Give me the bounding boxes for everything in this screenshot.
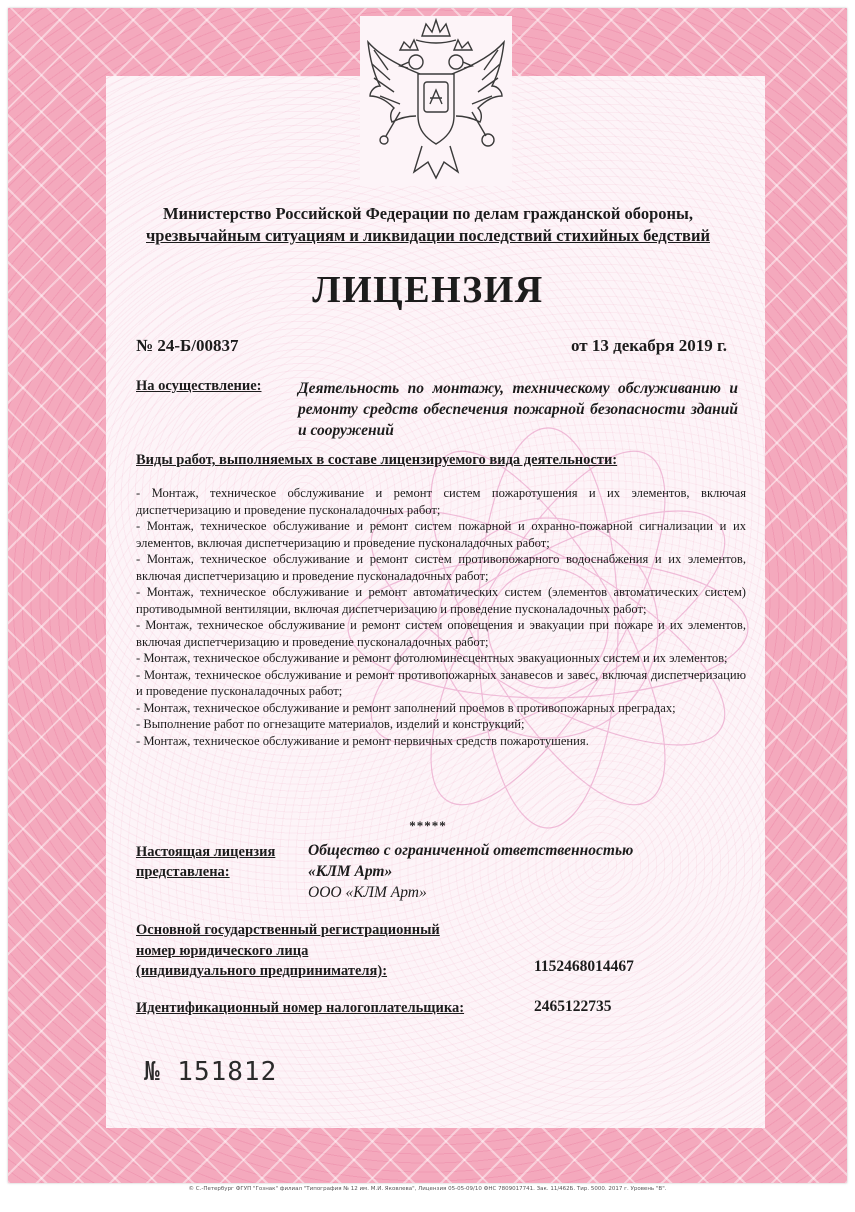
holder-label [136,842,275,882]
ogrn-label-line-2: номер юридического лица [136,942,309,959]
works-list-item: - Монтаж, техническое обслуживание и ремонт заполнений проемов в противопожарных преградах; [136,700,676,715]
coat-of-arms-emblem [360,16,512,186]
activity-description: Деятельность по монтажу, техническому обслуживанию и ремонту средств обеспечения пожарной безопасности зданий и сооружений [298,380,738,439]
works-list-item: - Монтаж, техническое обслуживание и ремонт систем противопожарного водоснабжения и их элементов, включая диспетчеризацию и проведение пусконаладочных работ; [136,552,746,583]
holder-full-name-line-2: «КЛМ Арт» [308,863,393,880]
inn-value: 2465122735 [534,998,612,1015]
works-list-item: - Монтаж, техническое обслуживание и ремонт первичных средств пожаротушения. [136,733,589,748]
holder-label-line-2: представлена: [136,864,230,880]
ogrn-label-line-3: (индивидуального предпринимателя): [136,963,388,979]
works-list-item: - Монтаж, техническое обслуживание и ремонт систем пожарной и охранно-пожарной сигнализации и их элементов, включая диспетчеризацию и проведение пусконаладочных работ; [136,519,746,550]
holder-short-name: ООО «КЛМ Арт» [308,884,427,901]
holder-label-line-1: Настоящая лицензия [136,844,276,860]
works-list-item: - Монтаж, техническое обслуживание и ремонт систем оповещения и эвакуации при пожаре и их элементов, включая диспетчеризацию и проведение пусконаладочных работ; [136,618,746,649]
blank-serial-number: № 151812 [144,1057,278,1087]
ogrn-value: 1152468014467 [534,958,634,975]
works-list-item: - Выполнение работ по огнезащите материалов, изделий и конструкций; [136,717,525,731]
activity-label: На осуществление: [136,378,262,394]
works-list-item: - Монтаж, техническое обслуживание и ремонт противопожарных занавесов и завес, включая диспетчеризацию и проведение пусконаладочных работ; [136,667,746,698]
works-heading: Виды работ, выполняемых в составе лицензируемого вида деятельности: [136,452,618,468]
issuing-authority-line-1: Министерство Российской Федерации по делам гражданской обороны, [162,204,694,223]
works-list-item: - Монтаж, техническое обслуживание и ремонт фотолюминесцентных эвакуационных систем и их элементов; [136,651,728,665]
printer-imprint: © С.-Петербург ФГУП "Гознак" филиал "Типография № 12 им. М.И. Яковлева", Лицензия 05-05-09/10 ФНС 7809017741. Зак. 11/462Б. Тир. 5000. 2017 г. Уровень "В". [188,1186,667,1192]
works-list-item: - Монтаж, техническое обслуживание и ремонт автоматических систем (элементов автоматических систем) противодымной вентиляции, включая диспетчеризацию и проведение пусконаладочных работ; [136,585,746,616]
issuing-authority-line-2: чрезвычайным ситуациям и ликвидации последствий стихийных бедствий [146,226,710,245]
license-date: от 13 декабря 2019 г. [570,336,727,355]
license-number: № 24-Б/00837 [136,336,239,355]
ogrn-label-line-1: Основной государственный регистрационный [136,922,440,938]
holder-full-name-line-1: Общество с ограниченной ответственностью [308,842,634,859]
issuing-authority [128,203,728,247]
document-title: ЛИЦЕНЗИЯ [312,269,544,311]
inn-label: Идентификационный номер налогоплательщика: [136,1000,465,1016]
works-list-item: - Монтаж, техническое обслуживание и ремонт систем пожаротушения и их элементов, включая диспетчеризацию и проведение пусконаладочных работ; [136,486,746,517]
section-separator: ***** [409,818,447,833]
license-holder [308,840,633,903]
ogrn-label [136,920,440,982]
works-list [136,485,746,749]
